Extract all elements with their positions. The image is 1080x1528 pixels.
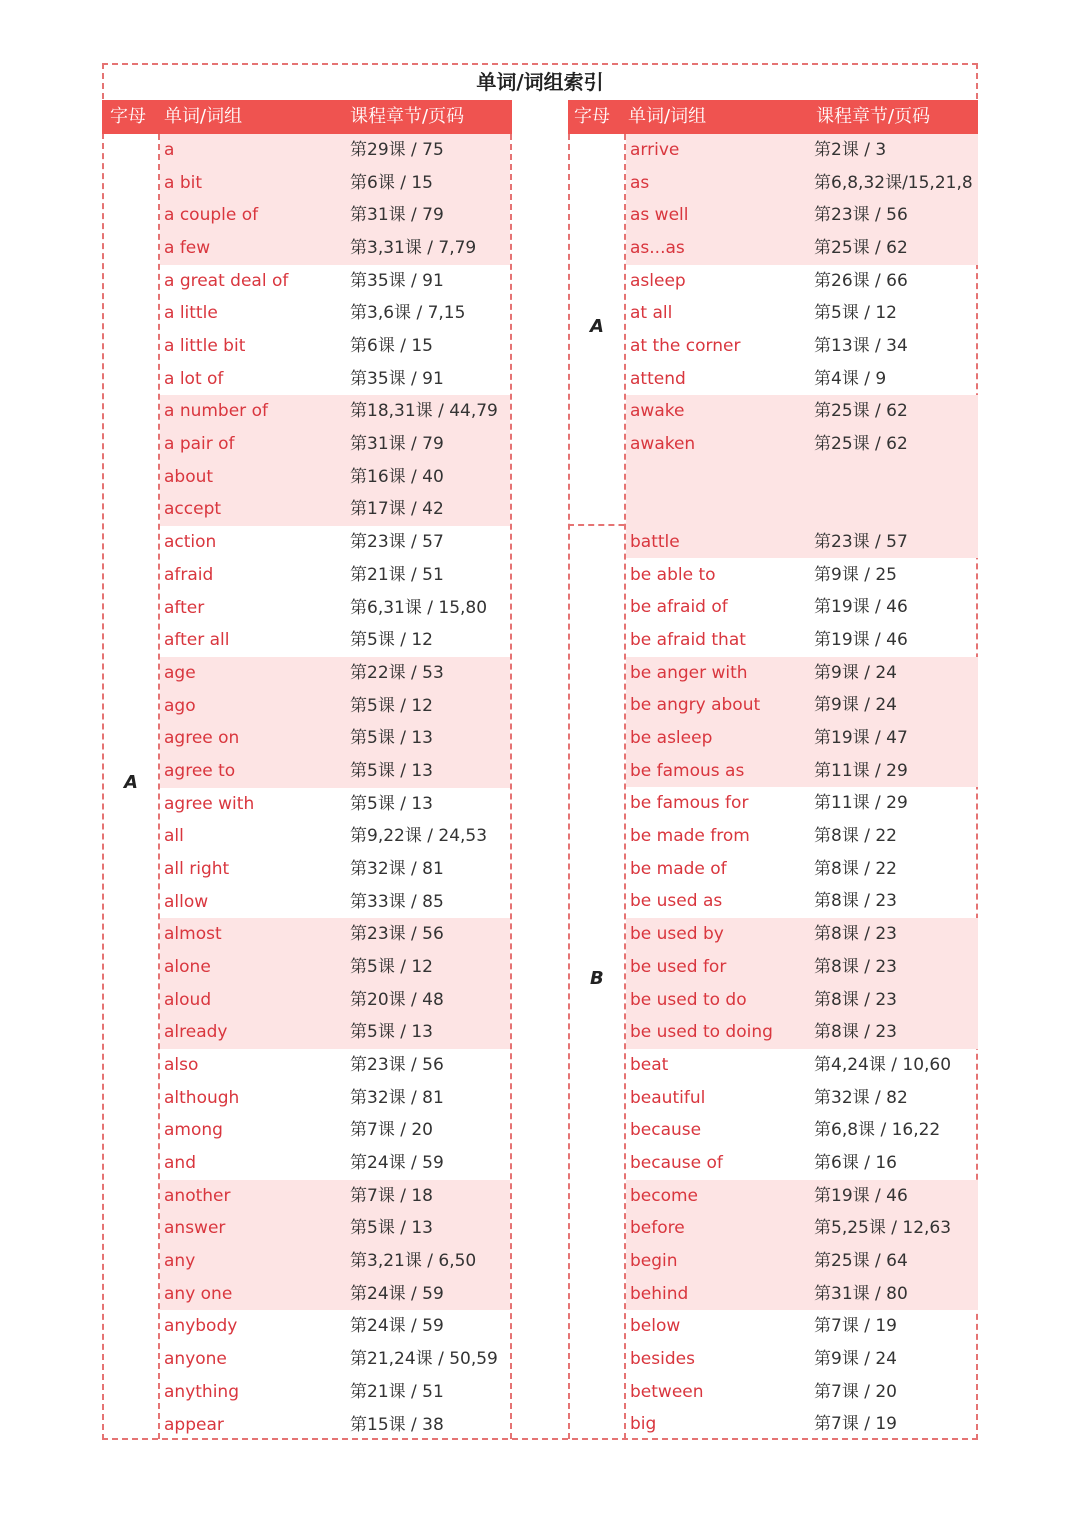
index-row <box>626 232 978 265</box>
index-page: 第6课 / 15 <box>350 172 433 193</box>
index-row <box>160 592 510 625</box>
index-row <box>626 134 978 167</box>
index-page: 第21课 / 51 <box>350 1381 444 1402</box>
index-row <box>626 559 978 592</box>
index-word: awaken <box>630 434 696 455</box>
index-row <box>626 1180 978 1213</box>
index-word: another <box>164 1185 231 1206</box>
index-word: allow <box>164 891 209 912</box>
index-row <box>626 1376 978 1409</box>
right-header <box>568 100 978 134</box>
header-word: 单词/词组 <box>164 106 243 127</box>
index-page: 第9课 / 25 <box>814 564 897 585</box>
index-page: 第31课 / 79 <box>350 434 444 455</box>
index-page: 第5,25课 / 12,63 <box>814 1218 952 1239</box>
index-page: 第5课 / 12 <box>350 695 433 716</box>
index-word: behind <box>630 1283 689 1304</box>
index-page: 第8课 / 23 <box>814 956 897 977</box>
index-page: 第8课 / 23 <box>814 1022 897 1043</box>
index-word: besides <box>630 1349 695 1369</box>
index-row <box>160 461 510 494</box>
index-row <box>626 1212 978 1245</box>
index-row <box>160 428 510 461</box>
index-word: afraid <box>164 564 214 585</box>
index-word: be afraid that <box>630 630 746 651</box>
index-word: be used to do <box>630 989 747 1010</box>
index-page: 第22课 / 53 <box>350 662 444 683</box>
index-word: aloud <box>164 989 212 1010</box>
index-word: anybody <box>164 1316 238 1337</box>
index-word: anything <box>164 1381 239 1402</box>
index-row <box>626 853 978 886</box>
index-page: 第23课 / 57 <box>814 532 908 552</box>
index-word: a little bit <box>164 336 246 357</box>
index-page: 第13课 / 34 <box>814 336 908 357</box>
index-page: 第21,24课 / 50,59 <box>350 1349 498 1370</box>
index-page: 第20课 / 48 <box>350 989 444 1010</box>
index-page: 第7课 / 18 <box>350 1185 433 1206</box>
index-page: 第8课 / 23 <box>814 924 897 945</box>
index-page: 第7课 / 19 <box>814 1316 897 1337</box>
index-page: 第25课 / 62 <box>814 401 908 422</box>
index-word: be made from <box>630 826 750 847</box>
index-page: 第3,31课 / 7,79 <box>350 238 477 259</box>
index-page: 第7课 / 20 <box>350 1120 433 1141</box>
index-row <box>626 624 978 657</box>
index-row <box>160 232 510 265</box>
index-word: be used for <box>630 956 727 977</box>
index-word: all <box>164 826 184 847</box>
index-page: 第19课 / 46 <box>814 630 908 651</box>
index-page: 第32课 / 81 <box>350 1087 444 1108</box>
index-row <box>160 199 510 232</box>
index-word: accept <box>164 499 222 520</box>
index-page: 第17课 / 42 <box>350 499 444 520</box>
index-page: 第9,22课 / 24,53 <box>350 826 488 847</box>
index-word: any <box>164 1251 196 1272</box>
index-row <box>160 755 510 788</box>
index-row <box>626 330 978 363</box>
index-word: a number of <box>164 401 268 422</box>
index-page: 第5课 / 13 <box>350 1022 433 1043</box>
index-row <box>160 886 510 919</box>
index-word: attend <box>630 368 686 389</box>
index-word: action <box>164 532 217 553</box>
index-word: below <box>630 1316 681 1337</box>
index-word: also <box>164 1055 199 1076</box>
index-row <box>160 690 510 723</box>
index-word: almost <box>164 924 222 945</box>
index-word: be able to <box>630 564 716 585</box>
index-row <box>160 330 510 363</box>
index-row <box>160 134 510 167</box>
index-page: 第35课 / 91 <box>350 368 444 389</box>
index-page: 第5课 / 13 <box>350 728 433 749</box>
index-page: 第21课 / 51 <box>350 564 444 585</box>
index-word: and <box>164 1153 196 1174</box>
index-row <box>160 1180 510 1213</box>
header-word: 单词/词组 <box>628 106 707 127</box>
index-page: 第6,8,32课/15,21,8 <box>814 172 973 193</box>
index-page: 第25课 / 64 <box>814 1250 908 1271</box>
index-word: already <box>164 1022 228 1043</box>
right-group-letter-b: B <box>590 968 604 989</box>
index-page: 第6课 / 15 <box>350 336 433 357</box>
index-row <box>626 1278 978 1311</box>
right-panel <box>568 100 978 1440</box>
index-word: a bit <box>164 172 203 193</box>
index-row <box>160 820 510 853</box>
header-letter: 字母 <box>110 106 146 127</box>
index-page: 第32课 / 82 <box>814 1087 908 1108</box>
index-page: 第11课 / 29 <box>814 793 908 814</box>
left-group-letter: A <box>124 772 138 793</box>
index-row <box>626 657 978 690</box>
index-word: begin <box>630 1250 678 1271</box>
index-word: be famous as <box>630 760 745 781</box>
index-row <box>626 395 978 428</box>
index-word: battle <box>630 532 680 552</box>
index-word: asleep <box>630 270 686 291</box>
index-page: 第33课 / 85 <box>350 891 444 912</box>
index-row <box>160 624 510 657</box>
index-row <box>626 951 978 984</box>
index-page: 第5课 / 13 <box>350 1218 433 1239</box>
index-page: 第5课 / 12 <box>350 957 433 977</box>
header-letter: 字母 <box>574 106 610 127</box>
index-page: 第5课 / 12 <box>350 630 433 651</box>
header-page: 课程章节/页码 <box>350 106 465 127</box>
index-row <box>626 1245 978 1278</box>
index-word: a few <box>164 238 211 259</box>
header-page: 课程章节/页码 <box>816 106 931 127</box>
left-header <box>102 100 512 134</box>
index-word: ago <box>164 695 196 716</box>
index-page: 第19课 / 46 <box>814 597 908 618</box>
index-row <box>160 918 510 951</box>
index-row <box>626 820 978 853</box>
index-row <box>160 1082 510 1115</box>
index-word: be anger with <box>630 662 748 683</box>
index-row <box>160 1409 510 1442</box>
index-word: arrive <box>630 140 680 160</box>
index-word: be famous for <box>630 793 749 814</box>
index-page: 第25课 / 62 <box>814 238 908 259</box>
index-word: become <box>630 1185 699 1206</box>
index-page: 第6,31课 / 15,80 <box>350 597 488 618</box>
index-word: because of <box>630 1152 723 1173</box>
index-page: 第5课 / 13 <box>350 793 433 814</box>
index-page: 第6,8课 / 16,22 <box>814 1120 941 1141</box>
index-row <box>160 722 510 755</box>
index-word: awake <box>630 401 685 422</box>
index-row <box>160 363 510 396</box>
index-row <box>160 951 510 984</box>
index-word: be used to doing <box>630 1022 773 1043</box>
left-right-edge <box>510 134 512 1439</box>
index-row <box>626 689 978 722</box>
index-word: between <box>630 1381 704 1402</box>
index-word: a little <box>164 303 218 324</box>
index-word: alone <box>164 957 211 977</box>
index-word: beautiful <box>630 1087 706 1108</box>
index-row <box>160 167 510 200</box>
index-word: a pair of <box>164 434 235 455</box>
index-row <box>626 787 978 820</box>
index-row <box>626 885 978 918</box>
index-page: 第4课 / 9 <box>814 368 887 389</box>
index-page: 第15课 / 38 <box>350 1414 444 1435</box>
index-word: be asleep <box>630 728 713 749</box>
index-row <box>160 395 510 428</box>
index-row <box>160 657 510 690</box>
index-word: after all <box>164 630 230 651</box>
index-row <box>160 526 510 559</box>
index-word: be made of <box>630 858 727 879</box>
index-word: age <box>164 662 196 683</box>
index-row <box>160 1114 510 1147</box>
index-page: 第8课 / 23 <box>814 989 897 1010</box>
index-page: 第4,24课 / 10,60 <box>814 1054 952 1075</box>
index-row <box>626 363 978 396</box>
index-row <box>160 1016 510 1049</box>
index-word: be afraid of <box>630 597 728 618</box>
index-word: agree with <box>164 793 255 814</box>
index-page: 第7课 / 20 <box>814 1381 897 1402</box>
index-row <box>160 853 510 886</box>
index-page: 第19课 / 47 <box>814 728 908 749</box>
index-page: 第9课 / 24 <box>814 695 897 716</box>
index-row <box>626 1082 978 1115</box>
index-row <box>160 1278 510 1311</box>
index-word: any one <box>164 1283 233 1304</box>
index-page: 第32课 / 81 <box>350 858 444 879</box>
index-row <box>626 984 978 1017</box>
index-page: 第8课 / 22 <box>814 858 897 879</box>
index-row <box>160 265 510 298</box>
index-word: a lot of <box>164 368 224 389</box>
index-row <box>160 1310 510 1343</box>
index-row <box>626 1049 978 1082</box>
index-page: 第9课 / 24 <box>814 662 897 683</box>
index-page: 第29课 / 75 <box>350 140 444 160</box>
index-word: appear <box>164 1414 224 1435</box>
index-word: although <box>164 1087 240 1108</box>
index-row <box>626 199 978 232</box>
index-word: a great deal of <box>164 270 289 291</box>
page-title: 单词/词组索引 <box>476 70 604 94</box>
index-row <box>160 1212 510 1245</box>
index-row <box>160 297 510 330</box>
index-row <box>160 984 510 1017</box>
index-word: at all <box>630 303 673 324</box>
index-row <box>626 1408 978 1441</box>
index-row <box>626 755 978 788</box>
index-row <box>626 1114 978 1147</box>
index-word: anyone <box>164 1349 227 1370</box>
index-row <box>160 1343 510 1376</box>
index-word: agree to <box>164 760 236 781</box>
left-panel <box>102 100 512 1440</box>
index-row <box>626 1016 978 1049</box>
index-row <box>626 1147 978 1180</box>
index-word: after <box>164 597 205 618</box>
right-group-letter-a: A <box>590 316 604 337</box>
index-word: among <box>164 1120 223 1141</box>
index-page: 第2课 / 3 <box>814 140 887 160</box>
index-word: at the corner <box>630 336 741 357</box>
index-row <box>160 1245 510 1278</box>
index-row <box>160 493 510 526</box>
index-row <box>160 1147 510 1180</box>
index-row <box>160 1376 510 1409</box>
index-word: because <box>630 1120 702 1141</box>
index-word: as <box>630 172 650 193</box>
index-page: 第3,6课 / 7,15 <box>350 303 466 324</box>
index-row <box>626 918 978 951</box>
index-word: all right <box>164 858 230 879</box>
index-row <box>626 265 978 298</box>
index-row <box>626 428 978 461</box>
index-page: 第24课 / 59 <box>350 1153 444 1174</box>
index-row <box>626 1343 978 1376</box>
index-row <box>626 526 978 559</box>
index-page: 第23课 / 57 <box>350 532 444 553</box>
index-page: 第24课 / 59 <box>350 1283 444 1304</box>
index-page: 第16课 / 40 <box>350 466 444 487</box>
index-row <box>626 591 978 624</box>
right-left-edge <box>568 134 570 1439</box>
index-page: 第19课 / 46 <box>814 1185 908 1206</box>
index-page: 第26课 / 66 <box>814 270 908 291</box>
index-page: 第31课 / 80 <box>814 1283 908 1304</box>
index-word: as well <box>630 205 689 226</box>
index-page: 第24课 / 59 <box>350 1316 444 1337</box>
index-page: 第3,21课 / 6,50 <box>350 1251 477 1272</box>
index-word: beat <box>630 1054 669 1075</box>
index-page: 第5课 / 12 <box>814 303 897 324</box>
index-word: big <box>630 1414 657 1435</box>
index-word: before <box>630 1218 685 1239</box>
index-word: be used as <box>630 891 723 912</box>
index-word: be angry about <box>630 695 761 716</box>
index-page: 第7课 / 19 <box>814 1414 897 1435</box>
index-row <box>626 297 978 330</box>
index-page: 第25课 / 62 <box>814 434 908 455</box>
index-page: 第5课 / 13 <box>350 760 433 781</box>
index-word: be used by <box>630 924 724 945</box>
index-page: 第23课 / 56 <box>814 205 908 226</box>
index-page: 第23课 / 56 <box>350 924 444 945</box>
index-word: answer <box>164 1218 226 1239</box>
index-page: 第18,31课 / 44,79 <box>350 401 498 422</box>
index-word: a couple of <box>164 205 259 226</box>
index-word: a <box>164 140 175 160</box>
index-page: 第23课 / 56 <box>350 1055 444 1076</box>
index-word: agree on <box>164 728 240 749</box>
index-page: 第6课 / 16 <box>814 1152 897 1173</box>
index-row <box>626 722 978 755</box>
index-page: 第8课 / 23 <box>814 891 897 912</box>
index-row <box>160 788 510 821</box>
index-row <box>160 559 510 592</box>
index-row <box>160 1049 510 1082</box>
index-page: 第35课 / 91 <box>350 270 444 291</box>
index-word: about <box>164 466 214 487</box>
index-row <box>626 167 978 200</box>
index-word: as...as <box>630 238 685 259</box>
index-row <box>626 1310 978 1343</box>
index-page: 第11课 / 29 <box>814 760 908 781</box>
index-page: 第8课 / 22 <box>814 826 897 847</box>
index-page: 第9课 / 24 <box>814 1349 897 1369</box>
index-page: 第31课 / 79 <box>350 205 444 226</box>
